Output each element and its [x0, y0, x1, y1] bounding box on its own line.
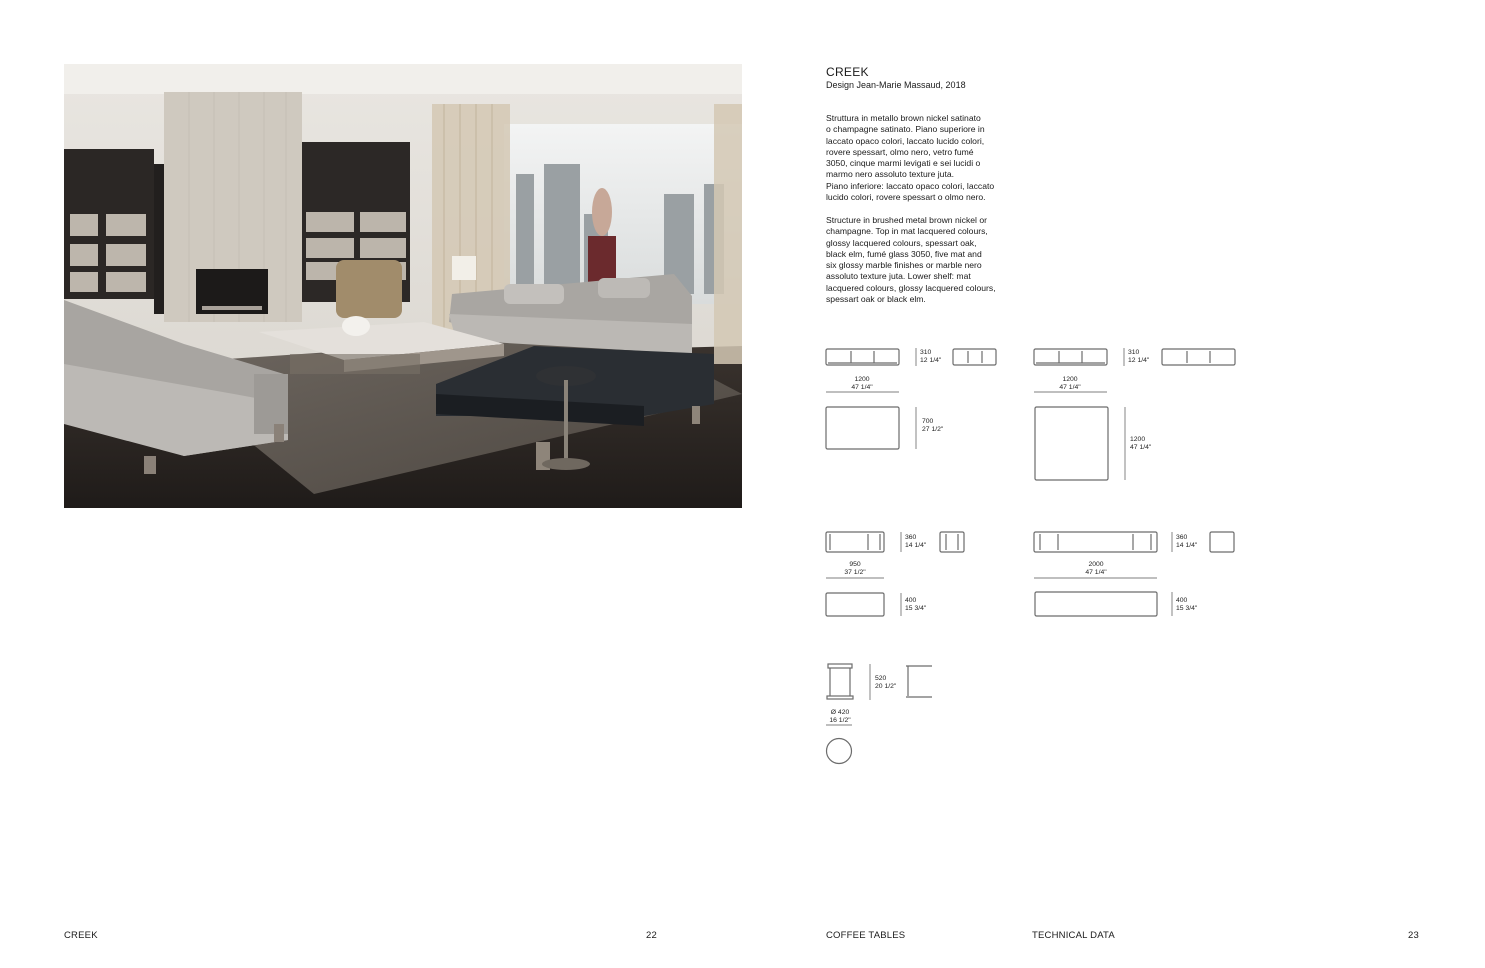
dim-t1-height: 310 12 1/4"	[920, 349, 942, 364]
drawing-table-2000x400-side	[1210, 532, 1234, 552]
dim-t3-width: 950 37 1/2"	[844, 561, 866, 576]
dim-t1-width: 1200 47 1/4"	[851, 376, 873, 391]
footer-left-label: CREEK	[64, 930, 98, 941]
product-title: CREEK	[826, 65, 869, 79]
dim-t3-height: 360 14 1/4"	[905, 534, 927, 549]
dim-t5-height: 520 20 1/2"	[875, 675, 897, 690]
footer-right-page-number: 23	[1408, 930, 1419, 941]
footer-subsection-label: TECHNICAL DATA	[1032, 930, 1115, 941]
drawing-table-2000x400-plan	[1035, 592, 1157, 616]
description-english: Structure in brushed metal brown nickel or champagne. Top in mat lacquered colours, glossy lacquered colours, spessart oak, black elm, fumé glass 3050, five mat and six glossy marble finishes or marble nero assoluto texture juta. Lower shelf: mat lacquered colours, glossy lacquered colours, spessart oak or black elm.	[826, 215, 996, 305]
drawing-table-2000x400-front	[1034, 532, 1157, 552]
drawing-side-table-side	[906, 666, 932, 697]
drawing-table-1200x1200-plan	[1035, 407, 1108, 480]
drawing-table-950x400-front	[826, 532, 884, 552]
design-credit: Design Jean-Marie Massaud, 2018	[826, 80, 966, 90]
drawing-table-1200x700-plan	[826, 407, 899, 449]
dim-t2-depth: 1200 47 1/4"	[1130, 436, 1152, 451]
footer-section-label: COFFEE TABLES	[826, 930, 906, 941]
dim-t2-height: 310 12 1/4"	[1128, 349, 1150, 364]
dim-t1-depth: 700 27 1/2"	[922, 418, 944, 433]
dim-t2-width: 1200 47 1/4"	[1059, 376, 1081, 391]
drawing-side-table-plan	[827, 739, 852, 764]
dim-t5-diameter: Ø 420 16 1/2"	[829, 709, 851, 724]
dim-t3-depth: 400 15 3/4"	[905, 597, 927, 612]
drawing-side-table-front	[827, 664, 853, 699]
description-italian: Struttura in metallo brown nickel satinato o champagne satinato. Piano superiore in laccato opaco colori, laccato lucido colori, rovere spessart, olmo nero, vetro fumé 3050, cinque marmi levigati e sei lucidi o marmo nero assoluto texture juta. Piano inferiore: laccato opaco colori, laccato lucido colori, rovere spessart o olmo nero.	[826, 113, 995, 203]
drawing-table-950x400-side	[940, 532, 964, 552]
drawing-table-950x400-plan	[826, 593, 884, 616]
dim-t4-depth: 400 15 3/4"	[1176, 597, 1198, 612]
drawing-table-1200x700-side	[953, 349, 996, 365]
dim-t4-height: 360 14 1/4"	[1176, 534, 1198, 549]
footer-left-page-number: 22	[646, 930, 657, 941]
drawing-table-1200x700-front	[826, 349, 899, 365]
dim-t4-width: 2000 47 1/4"	[1085, 561, 1107, 576]
drawing-table-1200x1200-side	[1162, 349, 1235, 365]
drawing-table-1200x1200-front	[1034, 349, 1107, 365]
